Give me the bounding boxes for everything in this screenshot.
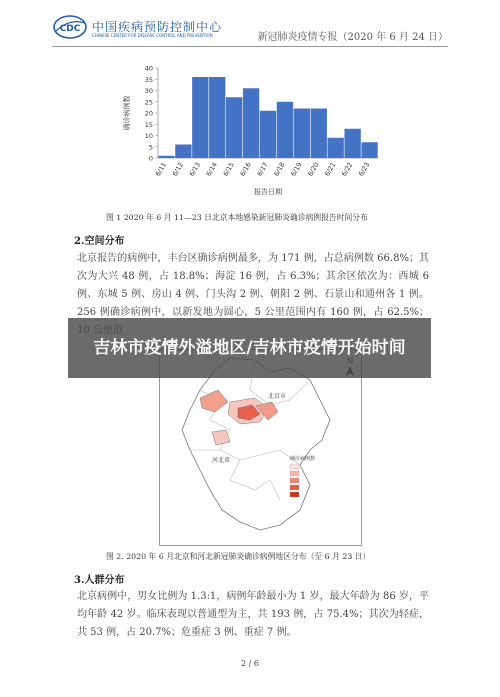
x-tick-label: 6/21 <box>323 161 338 178</box>
case-bar-chart <box>118 60 383 200</box>
figure1-chart <box>118 60 383 200</box>
section2-body: 北京报告的病例中，丰台区确诊病例最多，为 171 例，占总病例数 66.8%；其次为大兴 48 例，占 18.8%；海淀 16 例，占 6.3%；其余区依次为：西城 6 例、东城 5 例、房山 4 例、门头沟 2 例、朝阳 2 例、石景山和通州各 1 例。256 例确诊病例中，以新发地为圆心，5 公里范围内有 160 例，占 62.5%； <box>77 253 429 318</box>
figure2-caption: 图 2. 2020 年 6 月北京和河北新冠肺炎确诊病例地区分布（至 6 月 23 日） <box>106 552 371 561</box>
y-axis-title: 确诊病例数 <box>123 95 131 131</box>
y-tick-label: 10 <box>144 132 153 140</box>
x-tick-label: 6/16 <box>238 161 253 178</box>
map-legend-swatch <box>290 464 299 469</box>
y-tick-label: 40 <box>144 64 153 73</box>
x-tick-label: 6/12 <box>170 161 186 178</box>
report-title: 新冠肺炎疫情专报（2020 年 6 月 24 日） <box>257 32 448 43</box>
chart-bar <box>328 138 344 158</box>
page-number: 2 / 6 <box>241 659 259 668</box>
article-title-overlay <box>68 318 431 378</box>
section3-title: 3.人群分布 <box>74 575 125 586</box>
y-tick-label: 15 <box>144 120 153 129</box>
header-divider <box>52 46 448 47</box>
map-label-beijing: 北京市 <box>268 393 287 400</box>
chart-bar <box>277 102 293 158</box>
figure1-caption: 图 1 2020 年 6 月 11—23 日北京本地感染新冠肺炎确诊病例报告时间分布 <box>106 213 368 222</box>
y-tick-label: 20 <box>144 109 153 118</box>
y-tick-label: 0 <box>148 154 153 163</box>
chart-bar <box>192 77 208 158</box>
section2-title: 2.空间分布 <box>74 236 125 247</box>
org-name-en: CHINESE CENTER FOR DISEASE CONTROL AND PREVENTION <box>92 33 213 38</box>
map-legend-swatch <box>290 471 299 476</box>
map-legend-swatch <box>290 478 299 483</box>
x-tick-label: 6/14 <box>204 161 219 178</box>
org-name-cn: 中国疾病预防控制中心 <box>92 20 223 34</box>
section3-body: 北京病例中，男女比例为 1.3:1，病例年龄最小为 1 岁，最大年龄为 86 岁，平均年龄 42 岁。临床表现以普通型为主，共 193 例，占 75.4%；其次为轻症，共 53 例，占 20.7%；危重症 3 例、重症 7 例。 <box>77 591 429 638</box>
y-tick-label: 5 <box>148 143 153 152</box>
map-legend-title: 确诊病例数 <box>290 456 316 462</box>
x-axis-title: 报告日期 <box>254 188 282 196</box>
chart-bar <box>344 129 360 158</box>
report-header <box>0 0 500 50</box>
y-tick-label: 35 <box>144 75 153 84</box>
x-tick-label: 6/13 <box>187 161 203 178</box>
chart-bar <box>158 156 174 158</box>
x-tick-label: 6/11 <box>153 161 169 178</box>
svg-text:CDC: CDC <box>59 24 81 34</box>
cdc-logo-icon <box>52 14 88 40</box>
map-legend-swatch <box>290 492 299 497</box>
x-tick-label: 6/19 <box>289 161 304 178</box>
chart-bar <box>361 142 377 158</box>
beijing-hebei-map <box>160 350 361 545</box>
x-tick-label: 6/23 <box>357 160 372 178</box>
x-tick-label: 6/17 <box>255 161 270 178</box>
chart-bar <box>294 109 310 159</box>
x-tick-label: 6/20 <box>306 161 321 178</box>
article-title: 吉林市疫情外溢地区/吉林市疫情开始时间 <box>93 338 406 358</box>
y-tick-label: 30 <box>144 87 153 95</box>
figure2-map <box>159 349 362 546</box>
chart-bar <box>260 111 276 158</box>
x-tick-label: 6/18 <box>272 161 287 178</box>
x-tick-label: 6/15 <box>221 161 236 178</box>
map-legend-swatch <box>290 485 299 490</box>
chart-bar <box>209 77 225 158</box>
x-tick-label: 6/22 <box>340 161 355 178</box>
chart-bar <box>243 88 259 158</box>
map-label-hebei: 河北省 <box>212 457 231 464</box>
chart-bar <box>311 109 327 159</box>
y-tick-label: 25 <box>144 98 153 107</box>
chart-bar <box>226 97 242 158</box>
chart-bar <box>175 145 191 159</box>
